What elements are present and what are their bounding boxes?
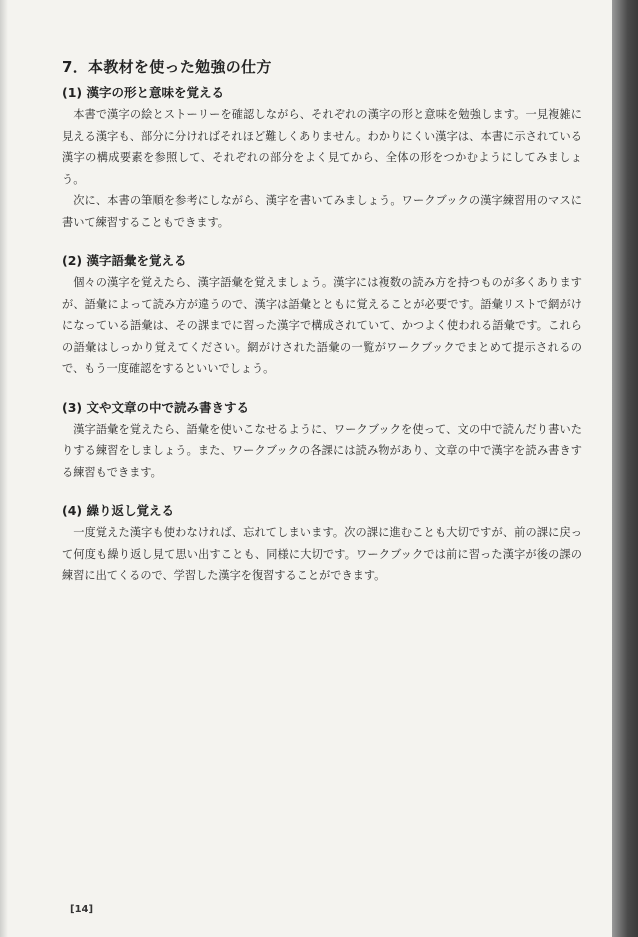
section-vocabulary — [62, 251, 582, 380]
section-heading: (1) 漢字の形と意味を覚える — [62, 85, 224, 100]
paragraph: 個々の漢字を覚えたら、漢字語彙を覚えましょう。漢字には複数の読み方を持つものが多くありますが、語彙によって読み方が違うので、漢字は語彙とともに覚えることが必要です。語彙リストで網がけになっている語彙は、その課までに習った漢字で構成されていて、かつよく使われる語彙です。これらの語彙はしっかり覚えてください。網がけされた語彙の一覧がワークブックでまとめて提示されるので、もう一度確認をするといいでしょう。 — [62, 276, 582, 375]
paragraph: 本書で漢字の絵とストーリーを確認しながら、それぞれの漢字の形と意味を勉強します。一見複雑に見える漢字も、部分に分ければそれほど難しくありません。わかりにくい漢字は、本書に示されている漢字の構成要素を参照して、それぞれの部分をよく見てから、全体の形をつかむようにしてみましょう。 — [62, 108, 582, 186]
section-repetition — [62, 501, 582, 587]
section-shape-meaning — [62, 83, 582, 233]
section-heading: (3) 文や文章の中で読み書きする — [62, 399, 249, 415]
paragraph: 一度覚えた漢字も使わなければ、忘れてしまいます。次の課に進むことも大切ですが、前の課に戻って何度も繰り返し見て思い出すことも、同様に大切です。ワークブックでは前に習った漢字が後の課の練習に出てくるので、学習した漢字を復習することができます。 — [62, 526, 582, 582]
paragraph: 漢字語彙を覚えたら、語彙を使いこなせるように、ワークブックを使って、文の中で読んだり書いたりする練習をしましょう。また、ワークブックの各課には読み物があり、文章の中で漢字を読み書きする練習もできます。 — [62, 422, 582, 479]
paragraph: 次に、本書の筆順を参考にしながら、漢字を書いてみましょう。ワークブックの漢字練習用のマスに書いて練習することもできます。 — [62, 194, 582, 229]
book-binding-edge — [612, 0, 638, 937]
document-content — [62, 56, 582, 605]
page-number: [14] — [70, 904, 94, 915]
chapter-title: 7．本教材を使った勉強の仕方 — [62, 58, 272, 76]
section-heading: (4) 繰り返し覚える — [62, 503, 174, 518]
section-read-write — [62, 398, 582, 484]
section-heading: (2) 漢字語彙を覚える — [62, 253, 187, 268]
